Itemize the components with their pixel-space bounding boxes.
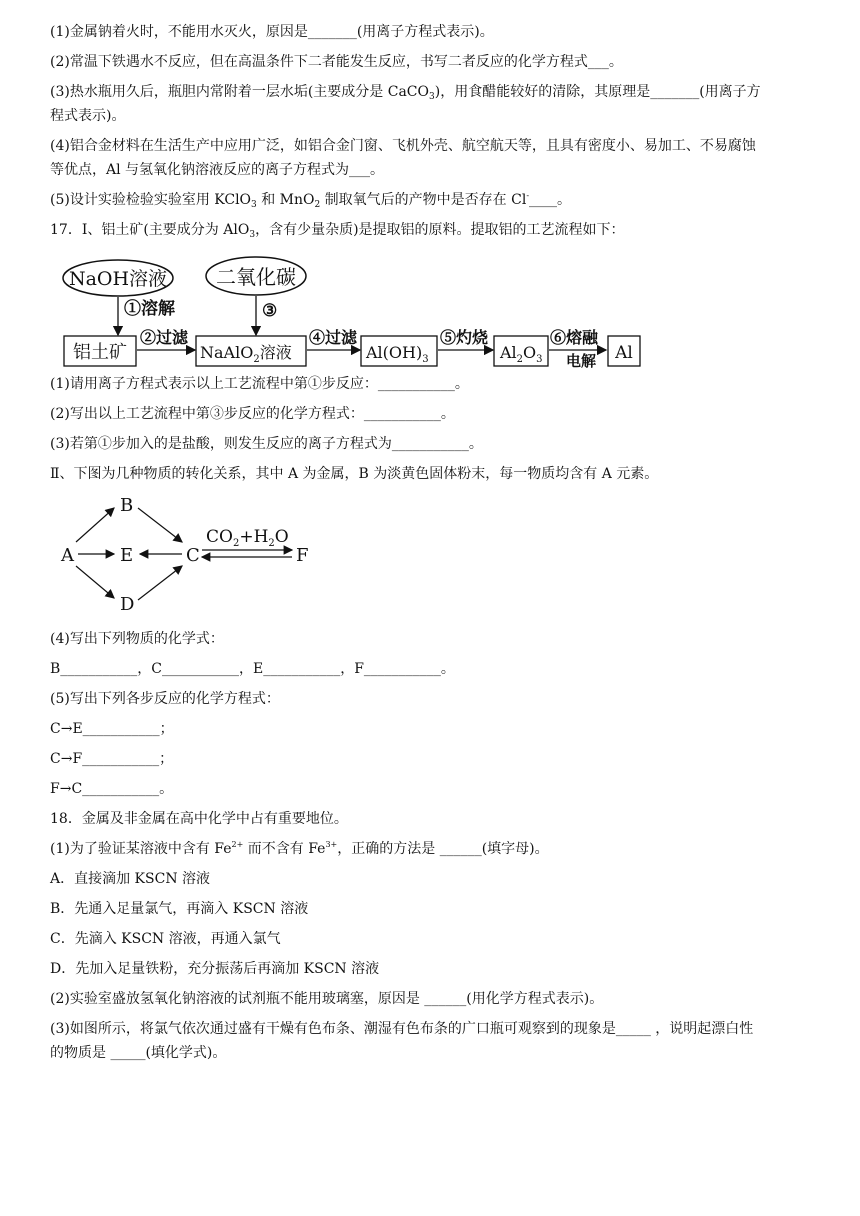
text: (1)金属钠着火时，不能用水灭火，原因是_______(用离子方程式表示)。 bbox=[50, 24, 494, 40]
text: Ⅱ、下图为几种物质的转化关系，其中 A 为金属，B 为淡黄色固体粉末，每一物质均含有 A 元素。 bbox=[50, 466, 659, 482]
text: C．先滴入 KSCN 溶液，再通入氯气 bbox=[50, 931, 281, 947]
text: (2)写出以上工艺流程中第③步反应的化学方程式：___________。 bbox=[50, 406, 455, 422]
arrow-A-D bbox=[76, 566, 114, 598]
al2o3-label: $Al_2O_3$ bbox=[500, 343, 543, 365]
question-17-3 bbox=[50, 434, 812, 454]
step6-label: ⑥熔融 bbox=[550, 328, 599, 347]
bauxite-label: 铝土矿 bbox=[73, 342, 127, 363]
naoh-label: NaOH溶液 bbox=[68, 268, 168, 290]
question-17-5-fc bbox=[50, 779, 812, 799]
question-18-intro bbox=[50, 809, 812, 829]
text: 而不含有 Fe bbox=[243, 841, 326, 857]
question-18-3-cont bbox=[50, 1043, 812, 1063]
step2-label: ②过滤 bbox=[140, 328, 189, 347]
step5-label: ⑤灼烧 bbox=[440, 328, 489, 347]
question-16-1 bbox=[50, 22, 812, 42]
text: ，正确的方法是 ______(填字母)。 bbox=[337, 841, 549, 857]
text: ____。 bbox=[529, 192, 572, 208]
step3-label: ③ bbox=[262, 301, 278, 321]
superscript: 2+ bbox=[231, 840, 244, 849]
text: O bbox=[237, 222, 250, 238]
question-18-3 bbox=[50, 1019, 812, 1039]
node-D: D bbox=[120, 594, 135, 615]
text: (5)设计实验检验实验室用 KClO bbox=[50, 192, 252, 208]
text: B___________，C___________，E___________，F___________。 bbox=[50, 661, 455, 677]
text: C→E___________； bbox=[50, 721, 174, 737]
co2-label: 二氧化碳 bbox=[216, 265, 296, 289]
process-flowchart bbox=[50, 250, 812, 368]
question-17-5 bbox=[50, 689, 812, 709]
text: )，用食醋能较好的清除，其原理是_______(用离子方 bbox=[434, 84, 761, 100]
text: 的物质是 _____(填化学式)。 bbox=[50, 1045, 227, 1061]
text: 和 MnO bbox=[256, 192, 315, 208]
flowchart-svg bbox=[60, 250, 660, 368]
question-18-1 bbox=[50, 839, 812, 859]
node-C: C bbox=[186, 545, 200, 566]
question-17-4-answers bbox=[50, 659, 812, 679]
text: 等优点，Al 与氢氧化钠溶液反应的离子方程式为___。 bbox=[50, 162, 385, 178]
question-16-4-cont bbox=[50, 160, 812, 180]
text: (3)若第①步加入的是盐酸，则发生反应的离子方程式为___________。 bbox=[50, 436, 483, 452]
arrow-B-C bbox=[138, 508, 182, 542]
conversion-diagram bbox=[50, 494, 812, 619]
text: 制取氧气后的产物中是否存在 Cl bbox=[320, 192, 527, 208]
text: 程式表示)。 bbox=[50, 108, 126, 124]
document-page bbox=[50, 22, 812, 1073]
node-B: B bbox=[120, 495, 134, 516]
step1-label: ①溶解 bbox=[124, 299, 175, 319]
aloh3-label: $Al(OH)_3$ bbox=[366, 343, 429, 365]
node-F: F bbox=[296, 545, 309, 566]
question-17-4 bbox=[50, 629, 812, 649]
question-17-part2 bbox=[50, 464, 812, 484]
question-16-5: (5)设计实验检验实验室用 KClO$_3$ 和 MnO$_2$ 制取氧气后的产物中是否存在 Cl-____。 bbox=[50, 191, 572, 210]
option-A bbox=[50, 869, 812, 889]
al-label: Al bbox=[615, 343, 633, 363]
text: B．先通入足量氯气，再滴入 KSCN 溶液 bbox=[50, 901, 309, 917]
naalo2-label: NaAlO$_2$溶液 bbox=[200, 343, 292, 365]
node-E: E bbox=[120, 545, 134, 566]
text: D．先加入足量铁粉，充分振荡后再滴加 KSCN 溶液 bbox=[50, 961, 380, 977]
option-D bbox=[50, 959, 812, 979]
option-B bbox=[50, 899, 812, 919]
co2-h2o-label: $CO_2+H_2O$ bbox=[206, 527, 289, 549]
superscript: 3+ bbox=[325, 840, 338, 849]
text: C→F___________； bbox=[50, 751, 174, 767]
text: (2)实验室盛放氢氧化钠溶液的试剂瓶不能用玻璃塞，原因是 ______(用化学方程式表示)。 bbox=[50, 991, 604, 1007]
question-18-2 bbox=[50, 989, 812, 1009]
question-17-5-ce bbox=[50, 719, 812, 739]
step6-sublabel: 电解 bbox=[566, 352, 597, 368]
text: (4)铝合金材料在生活生产中应用广泛，如铝合金门窗、飞机外壳、航空航天等，且具有密度小、易加工、不易腐蚀 bbox=[50, 138, 756, 154]
step4-label: ④过滤 bbox=[309, 328, 358, 347]
text: ，含有少量杂质)是提取铝的原料。提取铝的工艺流程如下： bbox=[255, 222, 625, 238]
option-C bbox=[50, 929, 812, 949]
text: (1)为了验证某溶液中含有 Fe bbox=[50, 841, 232, 857]
question-16-2 bbox=[50, 52, 812, 72]
text: 17．Ⅰ、铝土矿(主要成分为 Al bbox=[50, 222, 238, 238]
question-17-intro: 17．Ⅰ、铝土矿(主要成分为 AlO$_3$，含有少量杂质)是提取铝的原料。提取铝的工艺流程如下： bbox=[50, 222, 625, 240]
question-17-5-cf bbox=[50, 749, 812, 769]
text: (3)热水瓶用久后，瓶胆内常附着一层水垢(主要成分是 CaCO bbox=[50, 84, 429, 100]
question-16-3-cont bbox=[50, 106, 812, 126]
arrow-D-C bbox=[138, 566, 182, 600]
text: (5)写出下列各步反应的化学方程式： bbox=[50, 691, 280, 707]
arrow-A-B bbox=[76, 508, 114, 542]
text: (2)常温下铁遇水不反应，但在高温条件下二者能发生反应，书写二者反应的化学方程式___。 bbox=[50, 54, 623, 70]
text: A．直接滴加 KSCN 溶液 bbox=[50, 871, 211, 887]
text: (3)如图所示，将氯气依次通过盛有干燥有色布条、潮湿有色布条的广口瓶可观察到的现象是_____ ，说明起漂白性 bbox=[50, 1021, 754, 1037]
node-A: A bbox=[61, 545, 74, 566]
question-16-3: (3)热水瓶用久后，瓶胆内常附着一层水垢(主要成分是 CaCO$_3$)，用食醋能较好的清除，其原理是_______(用离子方 bbox=[50, 84, 761, 102]
question-17-1 bbox=[50, 374, 812, 394]
text: (1)请用离子方程式表示以上工艺流程中第①步反应：___________。 bbox=[50, 376, 469, 392]
conversion-svg bbox=[56, 494, 336, 619]
text: (4)写出下列物质的化学式： bbox=[50, 631, 224, 647]
text: 18．金属及非金属在高中化学中占有重要地位。 bbox=[50, 811, 348, 827]
question-16-4 bbox=[50, 136, 812, 156]
question-17-2 bbox=[50, 404, 812, 424]
text: F→C___________。 bbox=[50, 781, 174, 797]
